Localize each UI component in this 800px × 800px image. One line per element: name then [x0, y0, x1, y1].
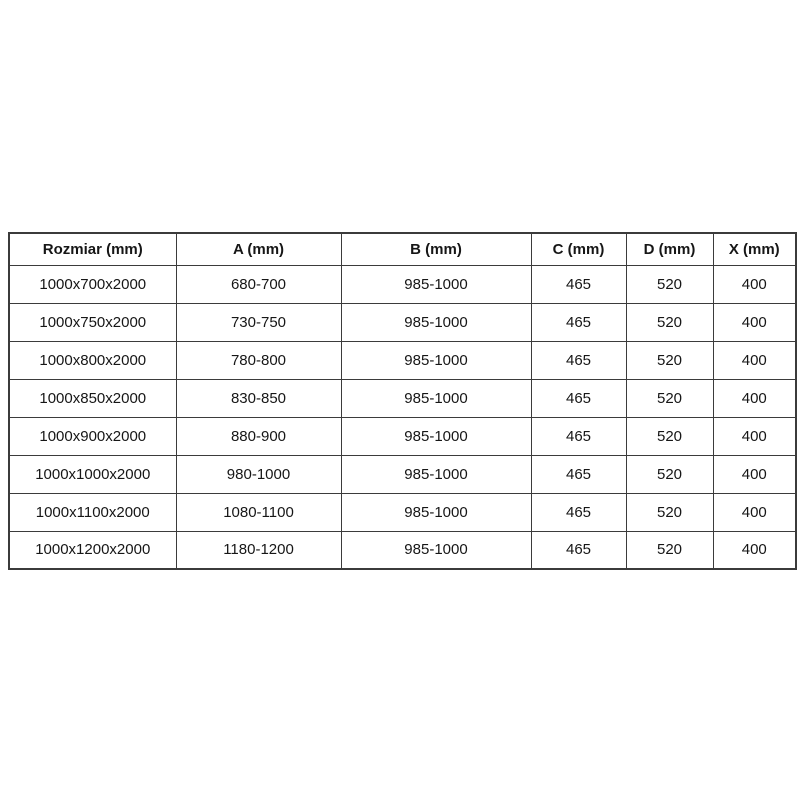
- table-cell: 680-700: [176, 265, 341, 303]
- column-header-4: D (mm): [626, 233, 713, 265]
- table-cell: 465: [531, 493, 626, 531]
- table-cell: 520: [626, 417, 713, 455]
- table-row: [9, 303, 796, 341]
- table-body: [9, 265, 796, 569]
- table-cell: 1180-1200: [176, 531, 341, 569]
- table-cell: 400: [713, 303, 796, 341]
- table-cell: 1000x750x2000: [9, 303, 176, 341]
- column-header-3: C (mm): [531, 233, 626, 265]
- table-cell: 730-750: [176, 303, 341, 341]
- table-cell: 980-1000: [176, 455, 341, 493]
- table-cell: 520: [626, 341, 713, 379]
- size-spec-table: [8, 232, 797, 570]
- table-cell: 780-800: [176, 341, 341, 379]
- table-row: [9, 265, 796, 303]
- column-header-0: Rozmiar (mm): [9, 233, 176, 265]
- table-cell: 1000x1200x2000: [9, 531, 176, 569]
- column-header-5: X (mm): [713, 233, 796, 265]
- table-cell: 400: [713, 493, 796, 531]
- table-row: [9, 455, 796, 493]
- table-cell: 880-900: [176, 417, 341, 455]
- table-cell: 1000x700x2000: [9, 265, 176, 303]
- table-cell: 465: [531, 303, 626, 341]
- table-header: [9, 233, 796, 265]
- table-cell: 400: [713, 455, 796, 493]
- column-header-2: B (mm): [341, 233, 531, 265]
- table-cell: 985-1000: [341, 455, 531, 493]
- table-header-row: [9, 233, 796, 265]
- table-cell: 1000x1100x2000: [9, 493, 176, 531]
- table-cell: 400: [713, 417, 796, 455]
- table-cell: 520: [626, 303, 713, 341]
- table-cell: 985-1000: [341, 341, 531, 379]
- table-cell: 1080-1100: [176, 493, 341, 531]
- table-cell: 1000x800x2000: [9, 341, 176, 379]
- table-row: [9, 531, 796, 569]
- table-row: [9, 379, 796, 417]
- table-row: [9, 493, 796, 531]
- table-cell: 465: [531, 265, 626, 303]
- table-cell: 520: [626, 379, 713, 417]
- table-row: [9, 417, 796, 455]
- table-cell: 1000x850x2000: [9, 379, 176, 417]
- table-cell: 985-1000: [341, 303, 531, 341]
- table-cell: 1000x1000x2000: [9, 455, 176, 493]
- table-cell: 400: [713, 531, 796, 569]
- table-cell: 985-1000: [341, 379, 531, 417]
- table-cell: 465: [531, 531, 626, 569]
- table-cell: 520: [626, 265, 713, 303]
- table-cell: 520: [626, 493, 713, 531]
- table-cell: 400: [713, 379, 796, 417]
- table-cell: 465: [531, 455, 626, 493]
- table-cell: 520: [626, 455, 713, 493]
- table-cell: 465: [531, 341, 626, 379]
- table-cell: 465: [531, 417, 626, 455]
- column-header-1: A (mm): [176, 233, 341, 265]
- table-cell: 400: [713, 341, 796, 379]
- table-cell: 985-1000: [341, 265, 531, 303]
- table-cell: 985-1000: [341, 531, 531, 569]
- table-cell: 985-1000: [341, 417, 531, 455]
- table-cell: 830-850: [176, 379, 341, 417]
- table-cell: 465: [531, 379, 626, 417]
- table-row: [9, 341, 796, 379]
- table-cell: 985-1000: [341, 493, 531, 531]
- table-cell: 400: [713, 265, 796, 303]
- table-cell: 1000x900x2000: [9, 417, 176, 455]
- table-cell: 520: [626, 531, 713, 569]
